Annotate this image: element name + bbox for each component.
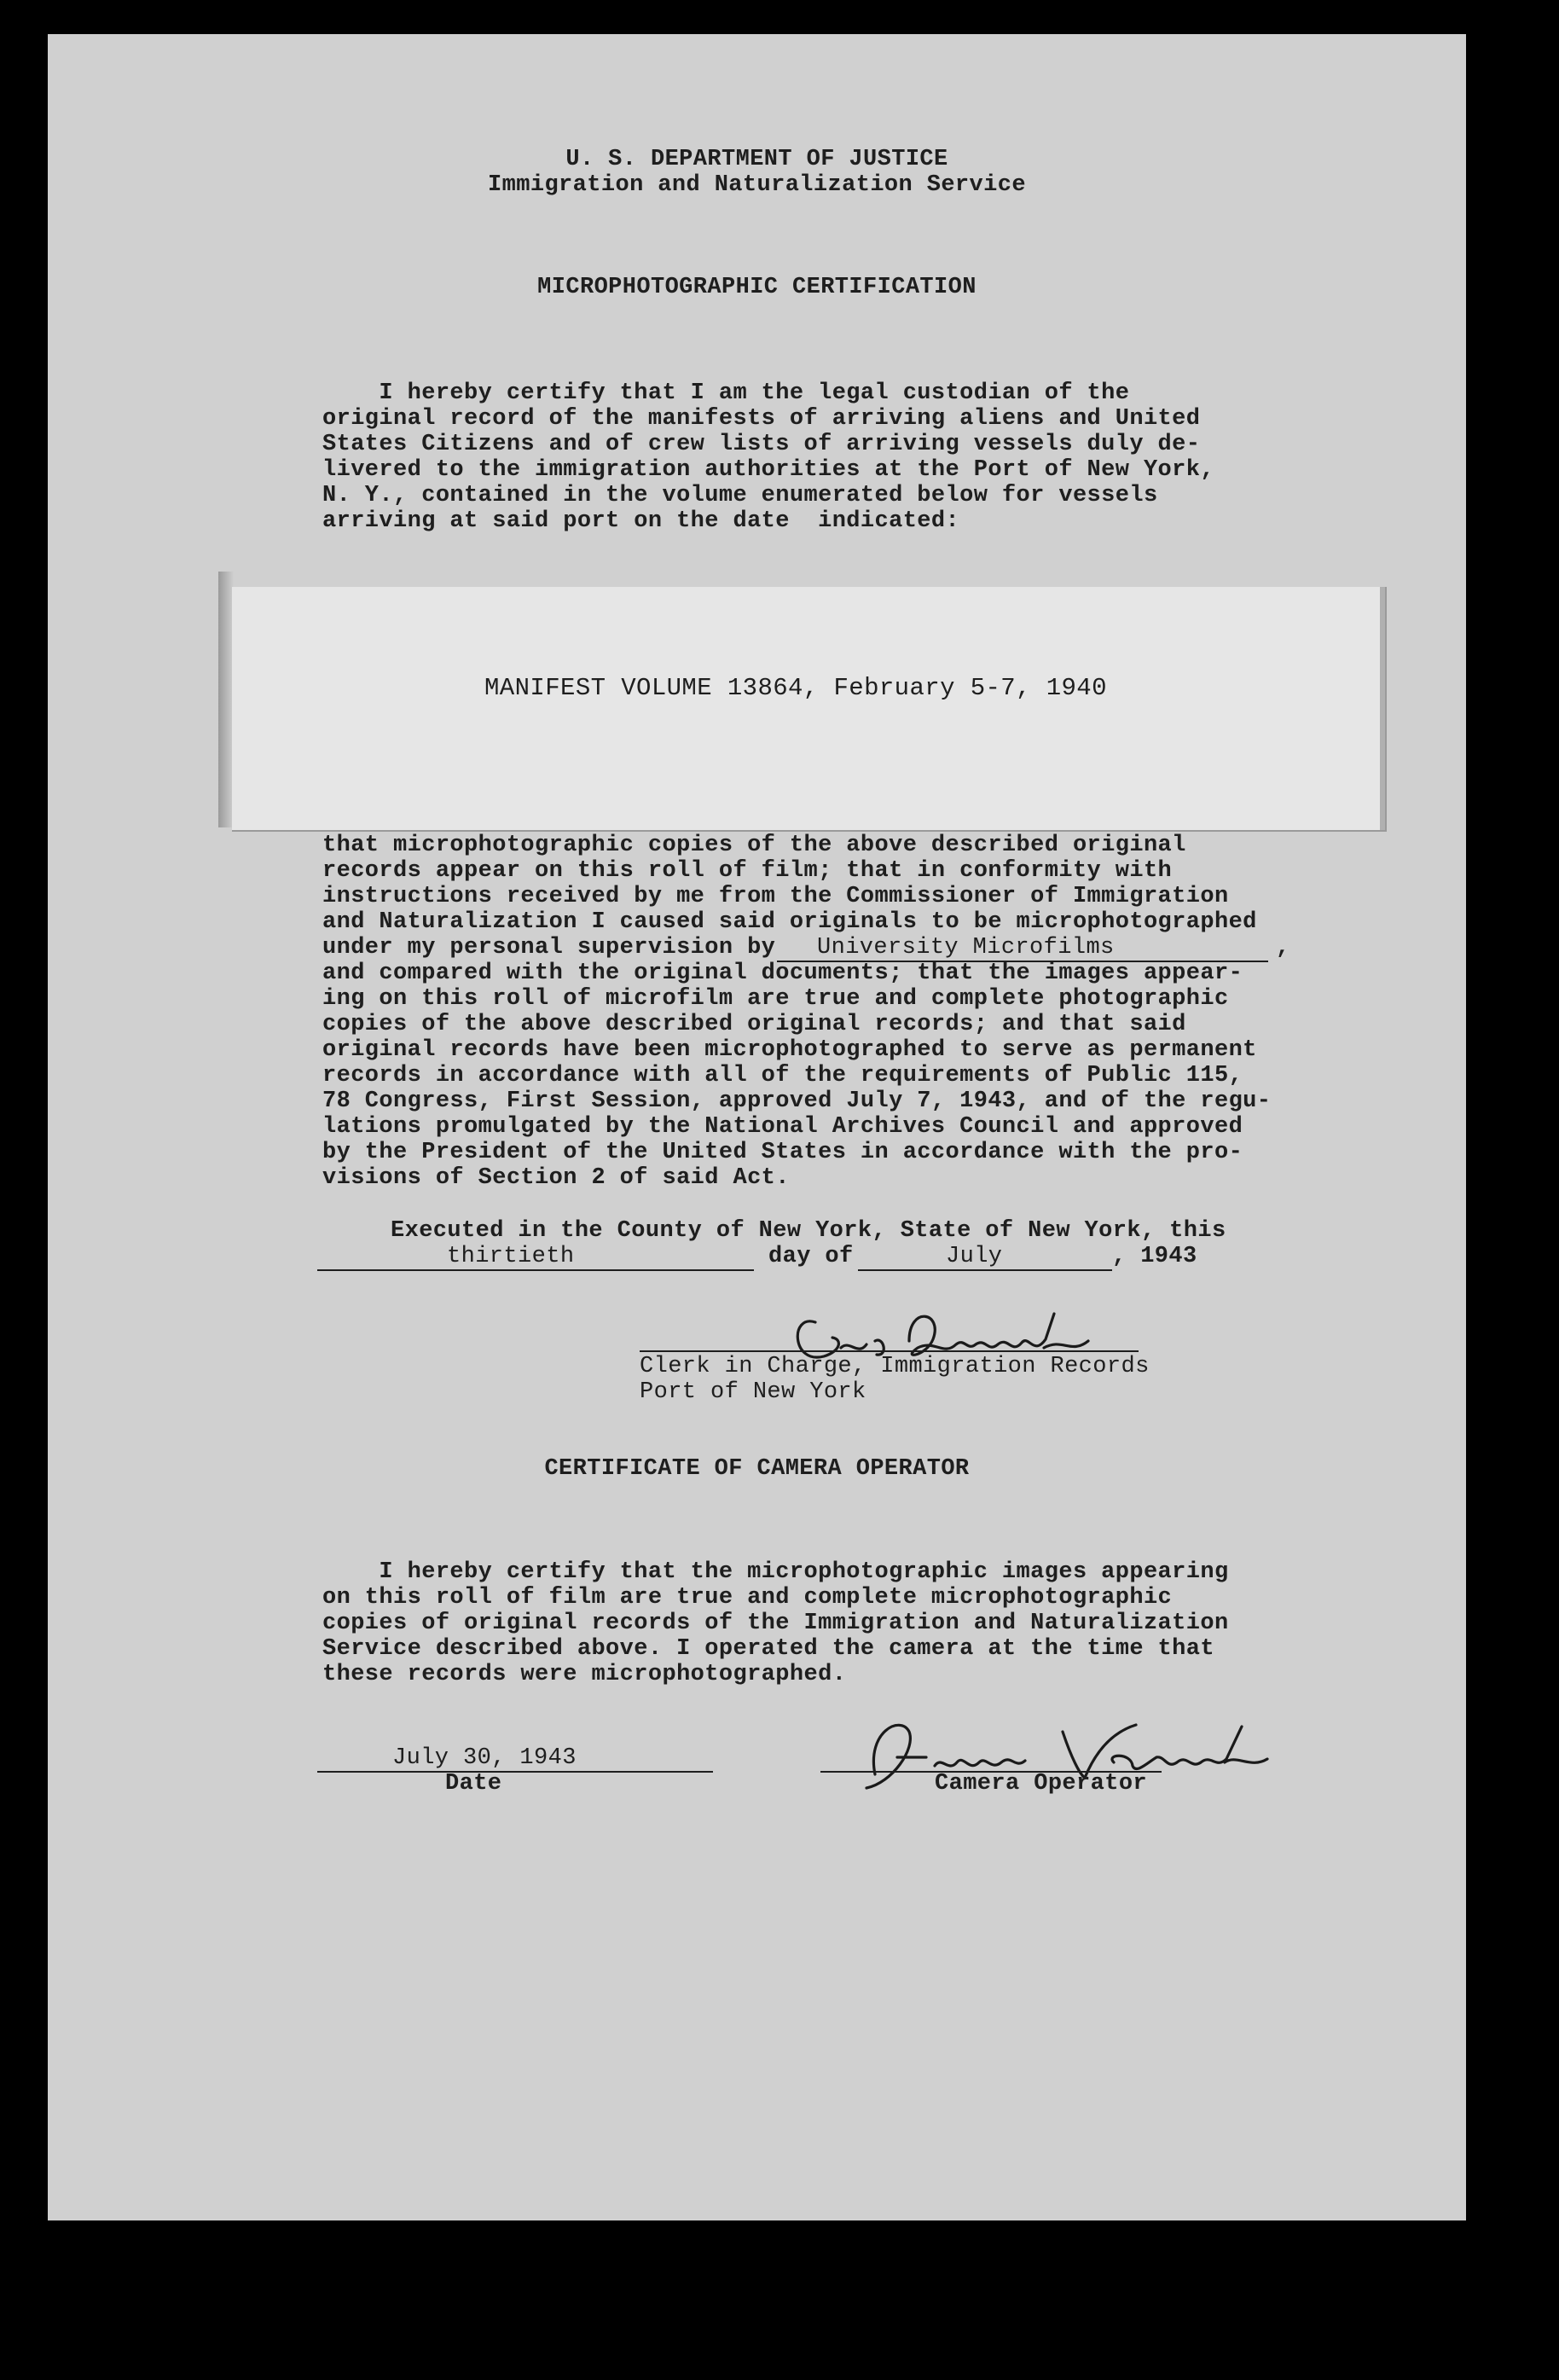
- day-underline: [317, 1269, 754, 1271]
- intro-line: States Citizens and of crew lists of arriving vessels duly de-: [322, 432, 1201, 457]
- body-line: records in accordance with all of the requirements of Public 115,: [322, 1063, 1243, 1088]
- camera-line: Service described above. I operated the camera at the time that: [322, 1636, 1214, 1662]
- body-line: that microphotographic copies of the above described original: [322, 833, 1186, 858]
- body-line: by the President of the United States in accordance with the pro-: [322, 1140, 1243, 1165]
- camera-certificate-title: CERTIFICATE OF CAMERA OPERATOR: [544, 1456, 970, 1482]
- body-line: copies of the above described original records; and that said: [322, 1012, 1186, 1037]
- intro-line: livered to the immigration authorities at the Port of New York,: [322, 457, 1214, 483]
- intro-line: N. Y., contained in the volume enumerated below for vessels: [322, 483, 1158, 508]
- body-line: under my personal supervision by: [322, 935, 776, 961]
- manifest-slip: [232, 587, 1387, 832]
- body-line: original records have been microphotographed to serve as permanent: [322, 1037, 1257, 1063]
- day-of-text: day of: [768, 1244, 854, 1269]
- certification-title: MICROPHOTOGRAPHIC CERTIFICATION: [537, 275, 977, 300]
- department-heading: U. S. DEPARTMENT OF JUSTICE: [565, 147, 948, 172]
- body-line: visions of Section 2 of said Act.: [322, 1165, 790, 1191]
- body-line: instructions received by me from the Commissioner of Immigration: [322, 884, 1229, 909]
- month-underline: [858, 1269, 1112, 1271]
- comma: ,: [1276, 935, 1290, 961]
- executed-line: Executed in the County of New York, State of New York, this: [391, 1218, 1226, 1244]
- body-line: and compared with the original documents; that the images appear-: [322, 961, 1243, 986]
- executed-month: July: [946, 1244, 1003, 1269]
- date-label: Date: [445, 1771, 502, 1797]
- date-value: July 30, 1943: [392, 1745, 577, 1771]
- document-page: [48, 34, 1466, 2220]
- intro-line: arriving at said port on the date indicated:: [322, 508, 960, 534]
- executed-day: thirtieth: [447, 1244, 575, 1269]
- body-line: records appear on this roll of film; that in conformity with: [322, 858, 1173, 884]
- clerk-signature-line: [640, 1350, 1139, 1352]
- camera-line: I hereby certify that the microphotographic images appearing: [322, 1559, 1229, 1585]
- operator-label: Camera Operator: [935, 1771, 1148, 1797]
- camera-line: copies of original records of the Immigration and Naturalization: [322, 1611, 1229, 1636]
- clerk-title: Clerk in Charge, Immigration Records: [640, 1354, 1150, 1379]
- intro-line: I hereby certify that I am the legal custodian of the: [322, 380, 1130, 406]
- executed-year: , 1943: [1112, 1244, 1197, 1269]
- camera-line: these records were microphotographed.: [322, 1662, 847, 1687]
- body-line: and Naturalization I caused said originals to be microphotographed: [322, 909, 1257, 935]
- clerk-location: Port of New York: [640, 1379, 866, 1405]
- filmed-by-value: University Microfilms: [817, 935, 1115, 961]
- manifest-volume-label: MANIFEST VOLUME 13864, February 5-7, 1940: [484, 674, 1107, 702]
- camera-line: on this roll of film are true and complete microphotographic: [322, 1585, 1173, 1611]
- body-line: ing on this roll of microfilm are true and complete photographic: [322, 986, 1229, 1012]
- intro-line: original record of the manifests of arriving aliens and United: [322, 406, 1201, 432]
- service-heading: Immigration and Naturalization Service: [488, 172, 1026, 198]
- body-line: lations promulgated by the National Archives Council and approved: [322, 1114, 1243, 1140]
- body-line: 78 Congress, First Session, approved July 7, 1943, and of the regu-: [322, 1088, 1272, 1114]
- date-underline: [317, 1771, 713, 1773]
